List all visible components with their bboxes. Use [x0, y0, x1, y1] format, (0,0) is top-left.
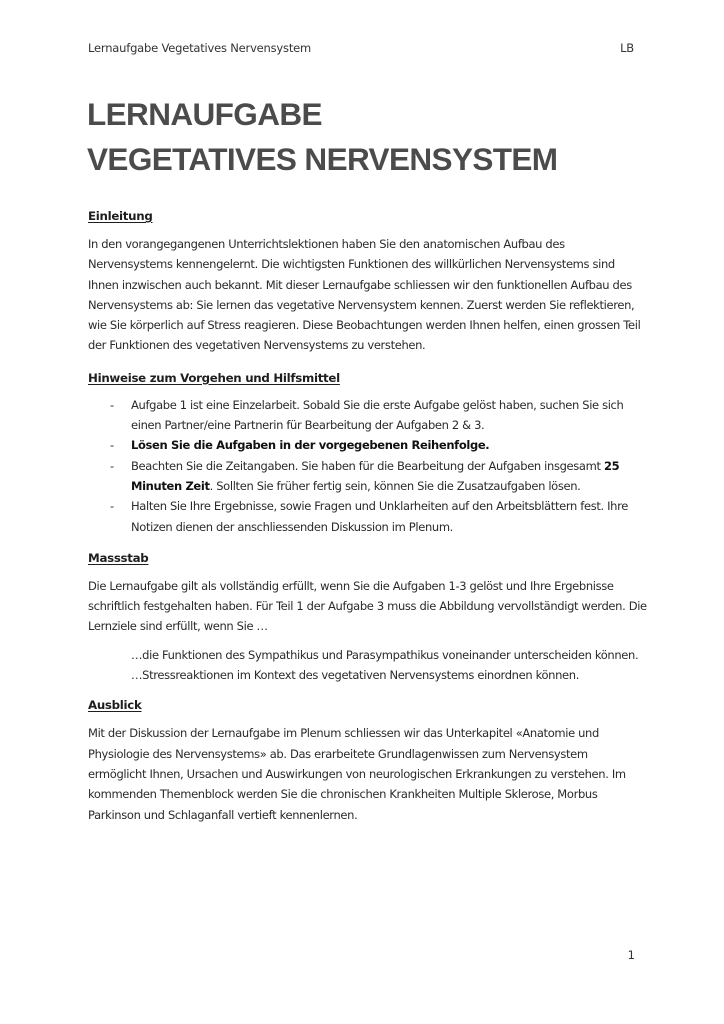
page-number: 1 — [627, 948, 635, 962]
time-emphasis: 25 Minuten Zeit — [131, 458, 620, 493]
header-initials: LB — [620, 41, 634, 55]
title-line-2: VEGETATIVES NERVENSYSTEM — [87, 141, 558, 177]
list-dash: - — [110, 438, 114, 453]
list-dash: - — [110, 499, 114, 514]
header-title: Lernaufgabe Vegetatives Nervensystem — [88, 41, 312, 55]
list-item — [88, 456, 648, 497]
list-item-text: Aufgabe 1 ist eine Einzelarbeit. Sobald Sie die erste Aufgabe gelöst haben, suchen Sie sich einen Partner/eine Partnerin für Bearbeitung der Aufgaben 2 & 3. — [131, 397, 624, 433]
list-item-text-bold: Lösen Sie die Aufgaben in der vorgegebenen Reihenfolge. — [131, 438, 490, 453]
list-item-text: . Sollten Sie früher fertig sein, können Sie die Zusatzaufgaben lösen. — [209, 478, 581, 493]
hinweise-list — [88, 395, 648, 537]
paragraph-einleitung: In den vorangegangenen Unterrichtslektionen haben Sie den anatomischen Aufbau des Nervensystems kennengelernt. Die wichtigsten Funktionen des willkürlichen Nervensystems sind Ihnen inzwischen auch bekannt. Mit dieser Lernaufgabe schliessen wir den funktionellen Aufbau des Nervensystems ab: Sie lernen das vegetative Nervensystem kennen. Zuerst werden Sie reflektieren, wie Sie körperlich auf Stress reagieren. Diese Beobachtungen werden Ihnen helfen, einen grossen Teil der Funktionen des vegetativen Nervensystems zu verstehen. — [88, 237, 641, 353]
page-header — [88, 41, 634, 55]
learning-objective: …die Funktionen des Sympathikus und Parasympathikus voneinander unterscheiden können. — [131, 647, 639, 662]
document-body — [88, 207, 648, 825]
heading-massstab: Massstab — [88, 550, 149, 565]
heading-ausblick: Ausblick — [88, 698, 142, 713]
document-title — [87, 92, 557, 182]
title-line-1: LERNAUFGABE — [87, 96, 322, 132]
learning-objective: …Stressreaktionen im Kontext des vegetativen Nervensystems einordnen können. — [131, 668, 580, 683]
list-item-text: Halten Sie Ihre Ergebnisse, sowie Fragen und Unklarheiten auf den Arbeitsblättern fest. Ihre Notizen dienen der anschliessenden Diskussion im Plenum. — [131, 499, 628, 534]
paragraph-ausblick: Mit der Diskussion der Lernaufgabe im Plenum schliessen wir das Unterkapitel «Anatomie und Physiologie des Nervensystems» ab. Das erarbeitete Grundlagenwissen zum Nervensystem ermöglicht Ihnen, Ursachen und Auswirkungen von neurologischen Erkrankungen zu verstehen. Im kommenden Themenblock werden Sie die chronischen Krankheiten Multiple Sklerose, Morbus Parkinson und Schlaganfall vertieft kennenlernen. — [88, 726, 626, 822]
learning-objectives — [88, 645, 648, 686]
list-dash: - — [110, 397, 114, 412]
heading-hinweise: Hinweise zum Vorgehen und Hilfsmittel — [88, 370, 340, 385]
paragraph-massstab: Die Lernaufgabe gilt als vollständig erfüllt, wenn Sie die Aufgaben 1-3 gelöst und Ihre Ergebnisse schriftlich festgehalten haben. Für Teil 1 der Aufgabe 3 muss die Abbildung vervollständigt werden. Die Lernziele sind erfüllt, wenn Sie … — [88, 578, 647, 634]
heading-einleitung: Einleitung — [88, 209, 153, 223]
list-dash: - — [110, 458, 114, 473]
list-item — [88, 395, 648, 436]
list-item-text: Beachten Sie die Zeitangaben. Sie haben für die Bearbeitung der Aufgaben insgesamt — [131, 458, 604, 473]
list-item — [88, 496, 648, 537]
list-item — [88, 435, 648, 455]
